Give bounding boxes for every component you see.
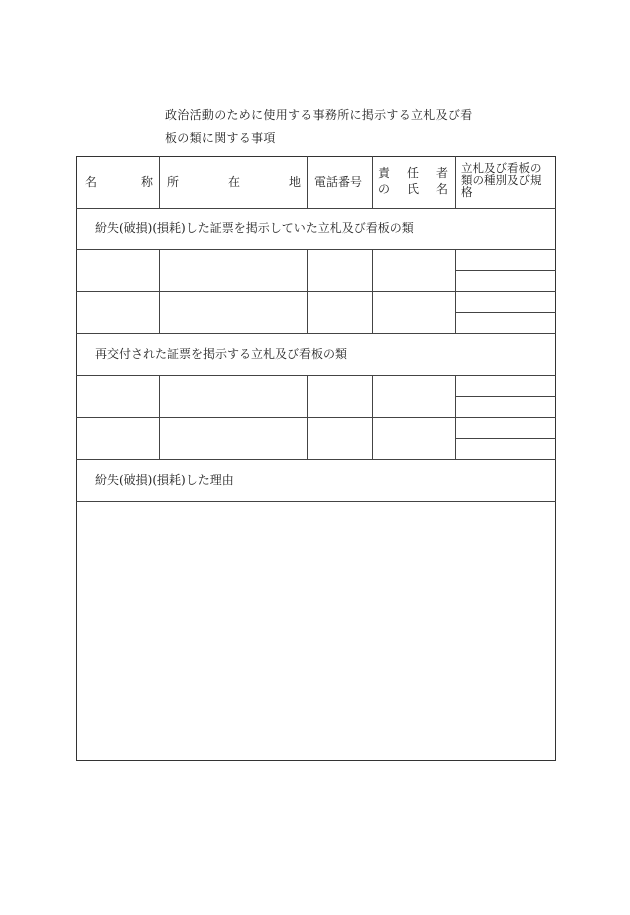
reason-writing-area (77, 502, 555, 760)
column-divider (159, 375, 160, 459)
column-divider (372, 375, 373, 459)
column-divider (372, 156, 373, 208)
column-divider (159, 156, 160, 208)
column-divider (455, 375, 456, 459)
column-divider (307, 156, 308, 208)
row-divider (76, 375, 556, 376)
subrow-divider (455, 312, 556, 313)
document-title-line-1: 政治活動のために使用する事務所に掲示する立札及び看 (165, 108, 473, 122)
subrow-divider (455, 270, 556, 271)
header-address: 所 在 地 (167, 175, 301, 189)
row-divider (76, 333, 556, 334)
column-divider (307, 249, 308, 333)
row-divider (76, 291, 556, 292)
column-divider (455, 249, 456, 333)
header-type: 立札及び看板の 類の種別及び規 格 (461, 161, 542, 199)
column-divider (159, 249, 160, 333)
section-reissued-label: 再交付された証票を掲示する立札及び看板の類 (95, 347, 348, 361)
section-reason-label: 紛失(破損)(損耗)した理由 (95, 473, 234, 487)
row-divider (76, 417, 556, 418)
header-phone: 電話番号 (314, 175, 363, 189)
header-name: 名 称 (85, 175, 153, 189)
column-divider (455, 156, 456, 208)
column-divider (307, 375, 308, 459)
document-title-line-2: 板の類に関する事項 (165, 131, 276, 145)
row-divider (76, 459, 556, 460)
subrow-divider (455, 396, 556, 397)
column-divider (372, 249, 373, 333)
section-lost-label: 紛失(破損)(損耗)した証票を掲示していた立札及び看板の類 (95, 221, 414, 235)
row-divider (76, 208, 556, 209)
header-person: 責 任 者 の 氏 名 (378, 166, 448, 196)
subrow-divider (455, 438, 556, 439)
row-divider (76, 249, 556, 250)
